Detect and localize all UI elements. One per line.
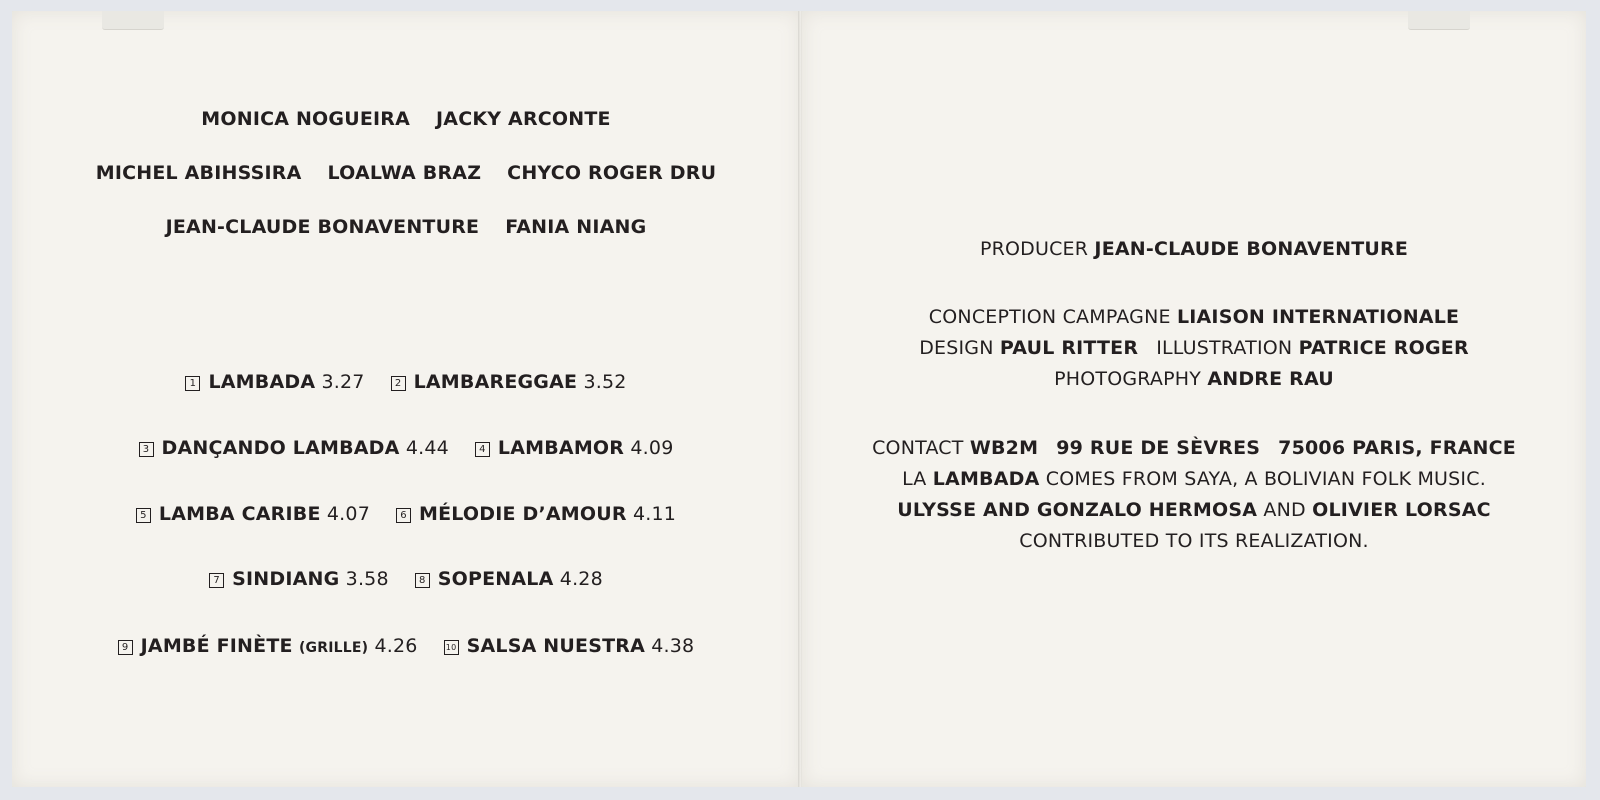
track-title: DANÇANDO LAMBADA bbox=[161, 437, 400, 459]
tracklist-row-3 bbox=[12, 503, 800, 525]
realization-note bbox=[802, 530, 1586, 552]
conception-credit bbox=[802, 306, 1586, 328]
track-item bbox=[209, 568, 389, 590]
track-number-box: 4 bbox=[475, 442, 490, 457]
contact-street: 99 RUE DE SÈVRES bbox=[1056, 437, 1261, 459]
contact-city: 75006 PARIS, FRANCE bbox=[1278, 437, 1516, 459]
track-duration: 4.07 bbox=[326, 503, 370, 525]
artist-name: LOALWA BRAZ bbox=[327, 162, 482, 184]
track-item bbox=[185, 371, 364, 393]
track-duration: 3.27 bbox=[321, 371, 365, 393]
track-item bbox=[475, 437, 674, 459]
track-title: LAMBAREGGAE bbox=[413, 371, 578, 393]
artist-name: CHYCO ROGER DRU bbox=[507, 162, 717, 184]
tracklist-row-5 bbox=[12, 635, 800, 657]
producer-credit bbox=[802, 238, 1586, 260]
note-emphasis: LAMBADA bbox=[932, 468, 1040, 490]
design-illustration-credit bbox=[802, 337, 1586, 359]
tracklist-row-2 bbox=[12, 437, 800, 459]
artist-name: JACKY ARCONTE bbox=[436, 108, 611, 130]
track-title: SOPENALA bbox=[437, 568, 554, 590]
credit-name: LIAISON INTERNATIONALE bbox=[1176, 306, 1460, 328]
track-item bbox=[118, 635, 418, 657]
right-page bbox=[802, 11, 1586, 787]
track-item bbox=[415, 568, 603, 590]
artist-row-3 bbox=[12, 216, 800, 238]
track-number-box: 8 bbox=[415, 573, 430, 588]
track-number-box: 7 bbox=[209, 573, 224, 588]
artist-name: JEAN-CLAUDE BONAVENTURE bbox=[165, 216, 480, 238]
track-title: LAMBADA bbox=[208, 371, 316, 393]
contributors-note bbox=[802, 499, 1586, 521]
track-duration: 3.58 bbox=[345, 568, 389, 590]
artist-row-1 bbox=[12, 108, 800, 130]
track-item bbox=[136, 503, 370, 525]
page-notch bbox=[1408, 11, 1470, 30]
track-title: MÉLODIE D’AMOUR bbox=[419, 503, 627, 525]
credit-name: PAUL RITTER bbox=[999, 337, 1139, 359]
note-text: CONTRIBUTED TO ITS REALIZATION. bbox=[1019, 530, 1369, 552]
track-number-box: 3 bbox=[139, 442, 154, 457]
track-duration: 3.52 bbox=[583, 371, 627, 393]
track-number-box: 5 bbox=[136, 508, 151, 523]
track-number-box: 1 bbox=[185, 376, 200, 391]
track-title: LAMBA CARIBE bbox=[158, 503, 321, 525]
page-notch bbox=[102, 11, 164, 30]
note-text: COMES FROM SAYA, A BOLIVIAN FOLK MUSIC. bbox=[1045, 468, 1486, 490]
track-item bbox=[139, 437, 449, 459]
track-item bbox=[444, 635, 695, 657]
credit-name: JEAN-CLAUDE BONAVENTURE bbox=[1094, 238, 1409, 260]
track-title: SINDIANG bbox=[232, 568, 340, 590]
track-duration: 4.38 bbox=[651, 635, 695, 657]
note-text: LA bbox=[902, 468, 927, 490]
artist-row-2 bbox=[12, 162, 800, 184]
note-emphasis: ULYSSE AND GONZALO HERMOSA bbox=[897, 499, 1258, 521]
left-page bbox=[12, 11, 800, 787]
note-emphasis: OLIVIER LORSAC bbox=[1312, 499, 1491, 521]
credit-label: PHOTOGRAPHY bbox=[1054, 368, 1202, 390]
track-duration: 4.28 bbox=[559, 568, 603, 590]
track-title: LAMBAMOR bbox=[497, 437, 625, 459]
note-text: AND bbox=[1263, 499, 1306, 521]
artist-name: FANIA NIANG bbox=[505, 216, 647, 238]
credit-label: ILLUSTRATION bbox=[1156, 337, 1293, 359]
tracklist-row-1 bbox=[12, 371, 800, 393]
tracklist-row-4 bbox=[12, 568, 800, 590]
track-number-box: 2 bbox=[391, 376, 406, 391]
track-duration: 4.09 bbox=[630, 437, 674, 459]
contact-company: WB2M bbox=[969, 437, 1039, 459]
contact-label: CONTACT bbox=[872, 437, 964, 459]
track-duration: 4.44 bbox=[405, 437, 449, 459]
photography-credit bbox=[802, 368, 1586, 390]
track-number-box: 10 bbox=[444, 640, 459, 655]
credit-name: PATRICE ROGER bbox=[1298, 337, 1469, 359]
track-title: SALSA NUESTRA bbox=[466, 635, 645, 657]
artist-name: MONICA NOGUEIRA bbox=[201, 108, 411, 130]
contact-line bbox=[802, 437, 1586, 459]
track-note: (GRILLE) bbox=[298, 640, 369, 656]
credit-name: ANDRE RAU bbox=[1207, 368, 1334, 390]
track-duration: 4.26 bbox=[374, 635, 418, 657]
origin-note bbox=[802, 468, 1586, 490]
track-number-box: 6 bbox=[396, 508, 411, 523]
track-number-box: 9 bbox=[118, 640, 133, 655]
track-duration: 4.11 bbox=[632, 503, 677, 525]
artist-name: MICHEL ABIHSSIRA bbox=[95, 162, 302, 184]
track-item bbox=[396, 503, 676, 525]
credit-label: PRODUCER bbox=[979, 238, 1089, 260]
track-item bbox=[391, 371, 627, 393]
credit-label: CONCEPTION CAMPAGNE bbox=[928, 306, 1171, 328]
track-title: JAMBÉ FINÈTE bbox=[140, 635, 293, 657]
credit-label: DESIGN bbox=[919, 337, 994, 359]
